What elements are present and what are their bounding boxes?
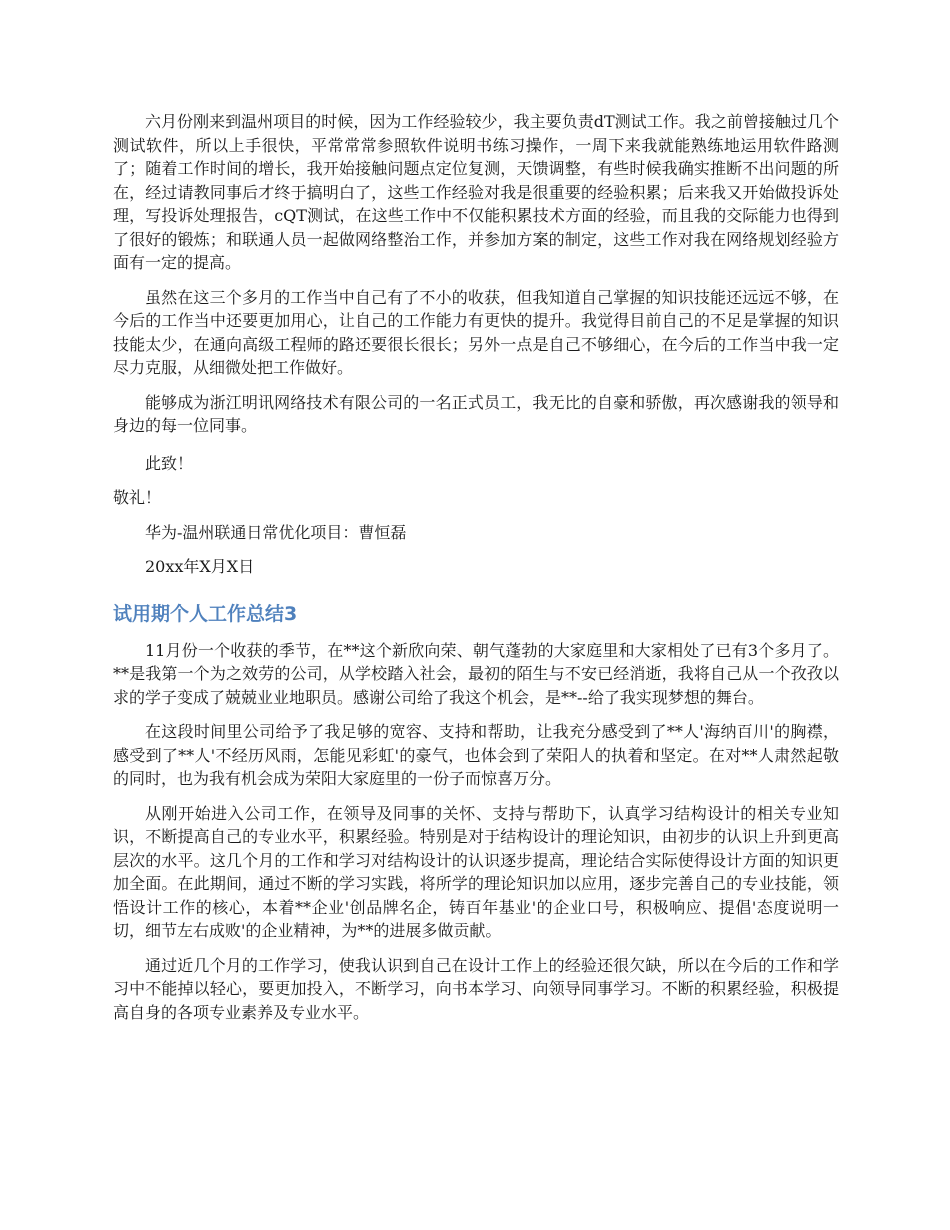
- document-page: [113, 110, 839, 1035]
- body-paragraph: 在这段时间里公司给予了我足够的宽容、支持和帮助，让我充分感受到了**人'海纳百川'的胸襟，感受到了**人'不经历风雨，怎能见彩虹'的豪气，也体会到了荣阳人的执着和坚定。在对**人肃然起敬的同时，也为我有机会成为荣阳大家庭里的一份子而惊喜万分。: [113, 722, 839, 788]
- body-paragraph: 六月份刚来到温州项目的时候，因为工作经验较少，我主要负责dT测试工作。我之前曾接触过几个测试软件，所以上手很快，平常常常参照软件说明书练习操作，一周下来我就能熟练地运用软件路测了；随着工作时间的增长，我开始接触问题点定位复测，天馈调整，有些时候我确实推断不出问题的所在，经过请教同事后才终于搞明白了，这些工作经验对我是很重要的经验积累；后来我又开始做投诉处理，写投诉处理报告，cQT测试，在这些工作中不仅能积累技术方面的经验，而且我的交际能力也得到了很好的锻炼；和联通人员一起做网络整治工作，并参加方案的制定，这些工作对我在网络规划经验方面有一定的提高。: [113, 112, 839, 272]
- body-paragraph: 虽然在这三个多月的工作当中自己有了不小的收获，但我知道自己掌握的知识技能还远远不够，在今后的工作当中还要更加用心，让自己的工作能力有更快的提升。我觉得目前自己的不足是掌握的知识技能太少，在通向高级工程师的路还要很长很长；另外一点是自己不够细心，在今后的工作当中我一定尽力克服，从细微处把工作做好。: [113, 287, 839, 377]
- body-paragraph: 通过近几个月的工作学习，使我认识到自己在设计工作上的经验还很欠缺，所以在今后的工作和学习中不能掉以轻心，要更加投入，不断学习，向书本学习、向领导同事学习。不断的积累经验，积极提高自身的各项专业素养及专业水平。: [113, 955, 839, 1022]
- closing-salutation: 此致！: [145, 453, 194, 473]
- body-paragraph: 能够成为浙江明讯网络技术有限公司的一名正式员工，我无比的自豪和骄傲，再次感谢我的领导和身边的每一位同事。: [113, 392, 839, 435]
- body-paragraph: 从刚开始进入公司工作，在领导及同事的关怀、支持与帮助下，认真学习结构设计的相关专业知识，不断提高自己的专业水平，积累经验。特别是对于结构设计的理论知识，由初步的认识上升到更高层次的水平。这几个月的工作和学习对结构设计的认识逐步提高，理论结合实际使得设计方面的知识更加全面。在此期间，通过不断的学习实践，将所学的理论知识加以应用，逐步完善自己的专业技能，领悟设计工作的核心，本着**企业'创品牌名企，铸百年基业'的企业口号，积极响应、提倡'态度说明一切，细节左右成败'的企业精神，为**的进展多做贡献。: [113, 803, 839, 940]
- date-line: 20xx年X月X日: [145, 557, 255, 576]
- signature-line: 华为-温州联通日常优化项目：曹恒磊: [145, 522, 407, 542]
- closing-regards: 敬礼！: [113, 488, 162, 507]
- body-paragraph: 11月份一个收获的季节，在**这个新欣向荣、朝气蓬勃的大家庭里和大家相处了已有3个多月了。**是我第一个为之效劳的公司，从学校踏入社会，最初的陌生与不安已经消逝，我将自己从一个孜孜以求的学子变成了兢兢业业地职员。感谢公司给了我这个机会，是**--给了我实现梦想的舞台。: [113, 640, 839, 707]
- section-heading: 试用期个人工作总结3: [113, 602, 298, 625]
